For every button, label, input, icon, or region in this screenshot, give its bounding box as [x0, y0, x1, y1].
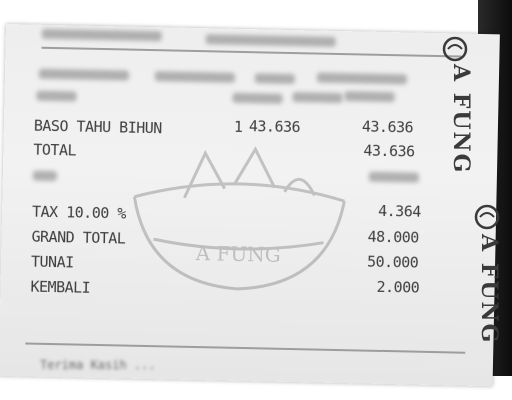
brand-text: A FUNG: [476, 234, 502, 345]
fung-logo-icon: [442, 36, 468, 62]
item-amount: 43.636: [361, 117, 414, 137]
blurred-cashier: [232, 93, 282, 104]
receipt-paper: [0, 24, 500, 386]
fung-logo-icon: [474, 204, 500, 230]
brand-text: A FUNG: [448, 64, 474, 175]
blurred-cashier: [344, 91, 394, 102]
blurred-transaction-date: [39, 69, 129, 81]
top-rule: [41, 47, 461, 58]
grand-total-label: GRAND TOTAL: [31, 227, 126, 248]
footer-text: Terima Kasih ...: [40, 358, 156, 372]
change-value: 2.000: [376, 277, 420, 297]
total-label: TOTAL: [33, 140, 77, 160]
blurred-line: [33, 171, 57, 182]
item-qty: 1: [233, 117, 243, 136]
blurred-cashier: [36, 91, 76, 102]
blurred-header-line: [206, 34, 336, 47]
blurred-cashier: [292, 92, 342, 103]
tax-label: TAX 10.00 %: [31, 202, 127, 223]
cash-label: TUNAI: [30, 252, 74, 272]
tax-value: 4.364: [377, 201, 422, 221]
blurred-transaction-id: [317, 73, 407, 85]
watermark-text: A FUNG: [195, 241, 281, 267]
item-name: BASO TAHU BIHUN: [33, 116, 163, 138]
bowl-watermark: [122, 127, 356, 302]
blurred-transaction-id: [255, 73, 295, 84]
blurred-header-line: [42, 29, 162, 42]
cash-value: 50.000: [366, 252, 419, 272]
blurred-transaction-time: [155, 71, 235, 83]
blurred-line: [369, 172, 419, 183]
item-price: 43.636: [248, 117, 301, 137]
bottom-rule: [25, 342, 465, 353]
grand-total-value: 48.000: [367, 227, 419, 247]
total-value: 43.636: [363, 141, 415, 161]
change-label: KEMBALI: [30, 277, 91, 297]
background-top: [0, 0, 512, 26]
bowl-watermark-food: [184, 148, 315, 201]
